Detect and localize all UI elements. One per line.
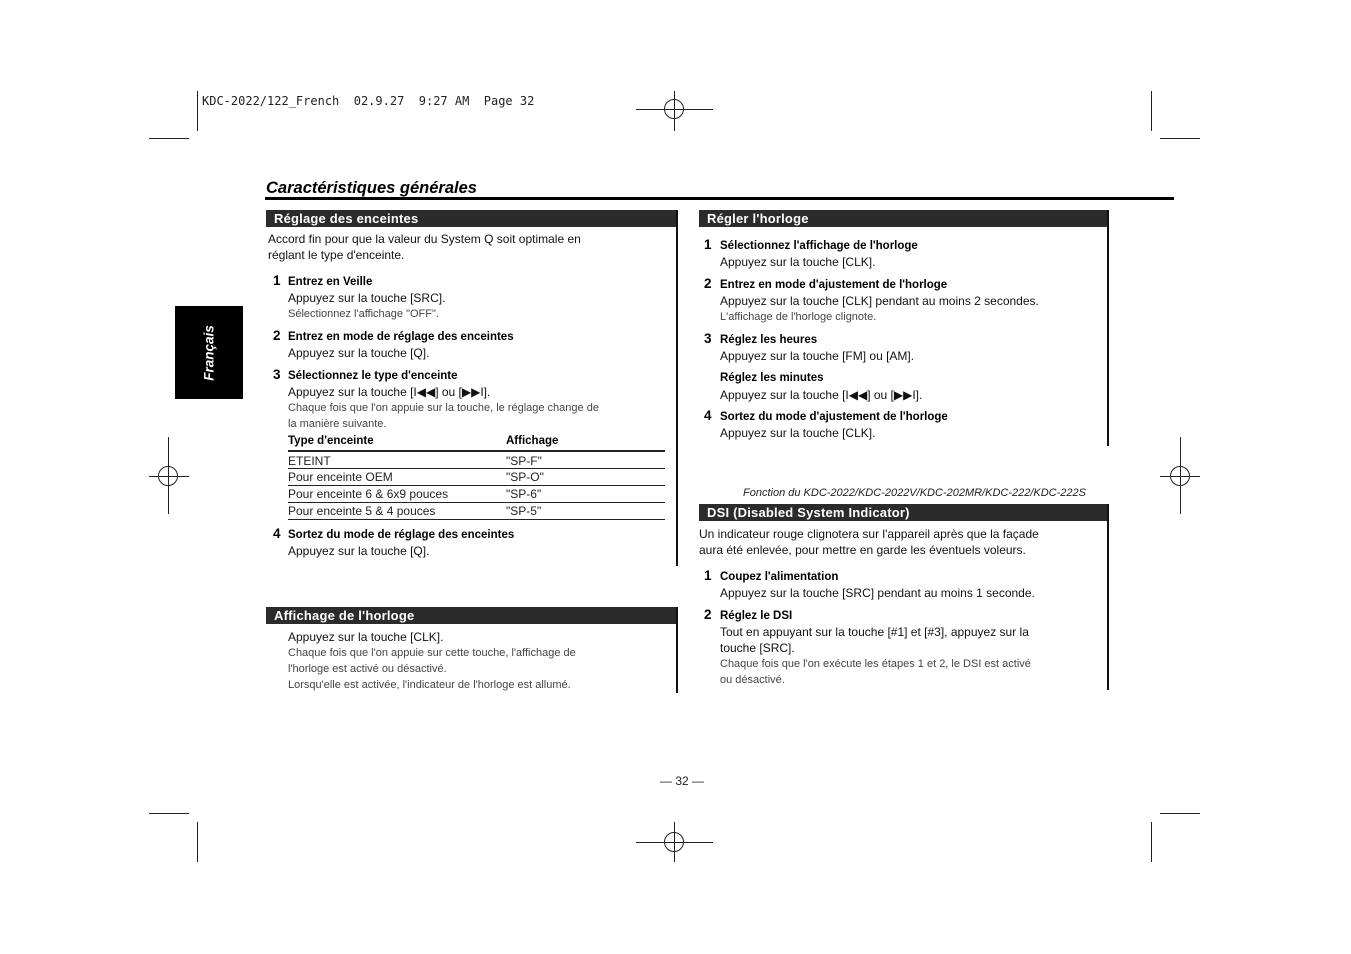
step-instruction: Appuyez sur la touche [SRC] pendant au moins 1 seconde. — [720, 586, 1035, 600]
intro-line: Un indicateur rouge clignotera sur l'appareil après que la façade — [699, 527, 1039, 541]
section-heading-clock-set: Régler l'horloge — [699, 210, 1109, 227]
page-title: Caractéristiques générales — [266, 179, 477, 197]
page-number: — 32 — — [660, 774, 705, 788]
step-number: 2 — [704, 276, 712, 291]
step-note: L'affichage de l'horloge clignote. — [720, 311, 877, 323]
step-title: Réglez les heures — [720, 334, 818, 346]
step-number: 1 — [704, 568, 712, 583]
intro-line: Accord fin pour que la valeur du System Q soit optimale en — [268, 232, 581, 246]
step-title: Sélectionnez l'affichage de l'horloge — [720, 240, 918, 252]
step-instruction: Appuyez sur la touche [CLK] pendant au moins 2 secondes. — [720, 294, 1039, 308]
intro-line: réglant le type d'enceinte. — [268, 248, 405, 262]
table-header: Affichage — [506, 435, 559, 447]
step-title: Entrez en Veille — [288, 276, 373, 288]
table-cell: Pour enceinte OEM — [288, 470, 393, 484]
step-note: ou désactivé. — [720, 674, 785, 686]
table-cell: "SP-O" — [506, 470, 544, 484]
column-rule — [1107, 504, 1109, 690]
title-rule — [265, 197, 1174, 200]
step-note: Lorsqu'elle est activée, l'indicateur de l'horloge est allumé. — [288, 679, 571, 691]
table-cell: "SP-F" — [506, 454, 542, 468]
print-header: KDC-2022/122_French 02.9.27 9:27 AM Page 32 — [202, 94, 535, 108]
step-instruction: Appuyez sur la touche [FM] ou [AM]. — [720, 349, 915, 363]
step-title: Entrez en mode de réglage des enceintes — [288, 331, 514, 343]
step-instruction: touche [SRC]. — [720, 641, 795, 655]
step-instruction: Appuyez sur la touche [Q]. — [288, 346, 430, 360]
step-title: Sélectionnez le type d'enceinte — [288, 370, 458, 382]
table-cell: Pour enceinte 6 & 6x9 pouces — [288, 487, 449, 501]
step-note: Chaque fois que l'on appuie sur la touche, le réglage change de — [288, 402, 599, 414]
step-title: Entrez en mode d'ajustement de l'horloge — [720, 279, 948, 291]
table-cell: Pour enceinte 5 & 4 pouces — [288, 504, 436, 518]
step-number: 3 — [704, 331, 712, 346]
step-instruction: Appuyez sur la touche [CLK]. — [288, 630, 444, 644]
step-instruction: Appuyez sur la touche [I◀◀] ou [▶▶I]. — [288, 385, 491, 399]
column-rule — [1107, 210, 1109, 446]
step-title: Sortez du mode d'ajustement de l'horloge — [720, 411, 948, 423]
step-instruction: Appuyez sur la touche [Q]. — [288, 544, 430, 558]
step-number: 2 — [273, 328, 281, 343]
language-tab-label: Français — [201, 324, 217, 381]
step-note: Chaque fois que l'on appuie sur cette touche, l'affichage de — [288, 647, 576, 659]
step-instruction: Appuyez sur la touche [SRC]. — [288, 291, 446, 305]
section-heading-speaker: Réglage des enceintes — [266, 210, 678, 227]
step-note: l'horloge est activé ou désactivé. — [288, 663, 447, 675]
language-tab — [175, 306, 243, 399]
table-cell: "SP-6" — [506, 487, 542, 501]
step-instruction: Appuyez sur la touche [I◀◀] ou [▶▶I]. — [720, 388, 923, 402]
function-note: Fonction du KDC-2022/KDC-2022V/KDC-202MR/KDC-222/KDC-222S — [743, 487, 1086, 499]
step-number: 4 — [704, 408, 712, 423]
step-note: Sélectionnez l'affichage "OFF". — [288, 308, 439, 320]
step-instruction: Appuyez sur la touche [CLK]. — [720, 255, 876, 269]
step-number: 1 — [273, 273, 281, 288]
step-number: 4 — [273, 526, 281, 541]
step-note: la manière suivante. — [288, 418, 387, 430]
section-heading-dsi: DSI (Disabled System Indicator) — [699, 504, 1109, 521]
step-number: 2 — [704, 607, 712, 622]
column-rule — [676, 210, 678, 566]
table-header: Type d'enceinte — [288, 435, 374, 447]
step-number: 3 — [273, 367, 281, 382]
step-title: Coupez l'alimentation — [720, 571, 839, 583]
step-instruction: Appuyez sur la touche [CLK]. — [720, 426, 876, 440]
step-title: Réglez le DSI — [720, 610, 793, 622]
table-cell: "SP-5" — [506, 504, 542, 518]
column-rule — [676, 607, 678, 693]
step-title: Sortez du mode de réglage des enceintes — [288, 529, 515, 541]
table-cell: ETEINT — [288, 454, 331, 468]
step-title: Réglez les minutes — [720, 372, 824, 384]
intro-line: aura été enlevée, pour mettre en garde les éventuels voleurs. — [699, 543, 1026, 557]
step-instruction: Tout en appuyant sur la touche [#1] et [#3], appuyez sur la — [720, 625, 1029, 639]
section-heading-clock-display: Affichage de l'horloge — [266, 607, 678, 624]
step-note: Chaque fois que l'on exécute les étapes 1 et 2, le DSI est activé — [720, 658, 1031, 670]
step-number: 1 — [704, 237, 712, 252]
